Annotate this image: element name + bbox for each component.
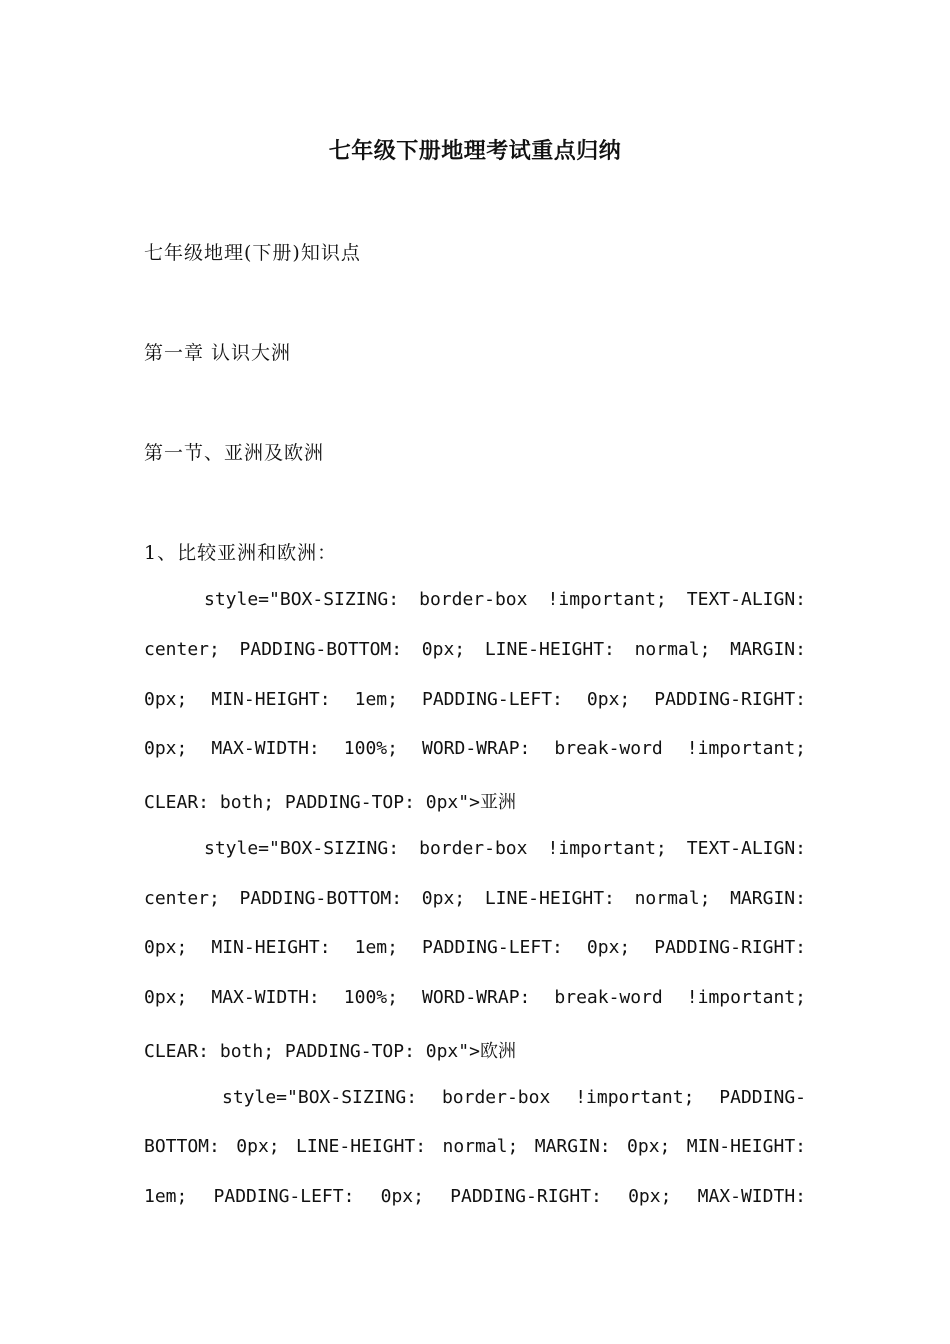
chapter-heading: 第一章 认识大洲 — [144, 342, 292, 364]
section-heading-knowledge: 七年级地理(下册)知识点 — [144, 242, 361, 264]
section-heading-asia-europe: 第一节、亚洲及欧洲 — [144, 442, 325, 464]
body-line: 0px; MIN-HEIGHT: 1em; PADDING-LEFT: 0px; PADDING-RIGHT: — [144, 689, 806, 710]
body-line: center; PADDING-BOTTOM: 0px; LINE-HEIGHT: normal; MARGIN: — [144, 888, 806, 909]
document-title: 七年级下册地理考试重点归纳 — [328, 139, 622, 164]
body-line: style="BOX-SIZING: border-box !important; TEXT-ALIGN: — [204, 838, 806, 859]
body-line: style="BOX-SIZING: border-box !important; TEXT-ALIGN: — [204, 589, 806, 610]
body-line: 0px; MAX-WIDTH: 100%; WORD-WRAP: break-word !important; — [144, 738, 806, 759]
body-line: 1em; PADDING-LEFT: 0px; PADDING-RIGHT: 0px; MAX-WIDTH: — [144, 1186, 806, 1207]
item-heading-compare: 1、比较亚洲和欧洲： — [144, 542, 338, 564]
body-line: CLEAR: both; PADDING-TOP: 0px">亚洲 — [144, 792, 516, 813]
body-line: BOTTOM: 0px; LINE-HEIGHT: normal; MARGIN: 0px; MIN-HEIGHT: — [144, 1136, 806, 1157]
body-line: style="BOX-SIZING: border-box !important; PADDING- — [222, 1087, 806, 1108]
body-line: center; PADDING-BOTTOM: 0px; LINE-HEIGHT: normal; MARGIN: — [144, 639, 806, 660]
body-line: 0px; MIN-HEIGHT: 1em; PADDING-LEFT: 0px; PADDING-RIGHT: — [144, 937, 806, 958]
body-line: 0px; MAX-WIDTH: 100%; WORD-WRAP: break-word !important; — [144, 987, 806, 1008]
body-line: CLEAR: both; PADDING-TOP: 0px">欧洲 — [144, 1041, 516, 1062]
